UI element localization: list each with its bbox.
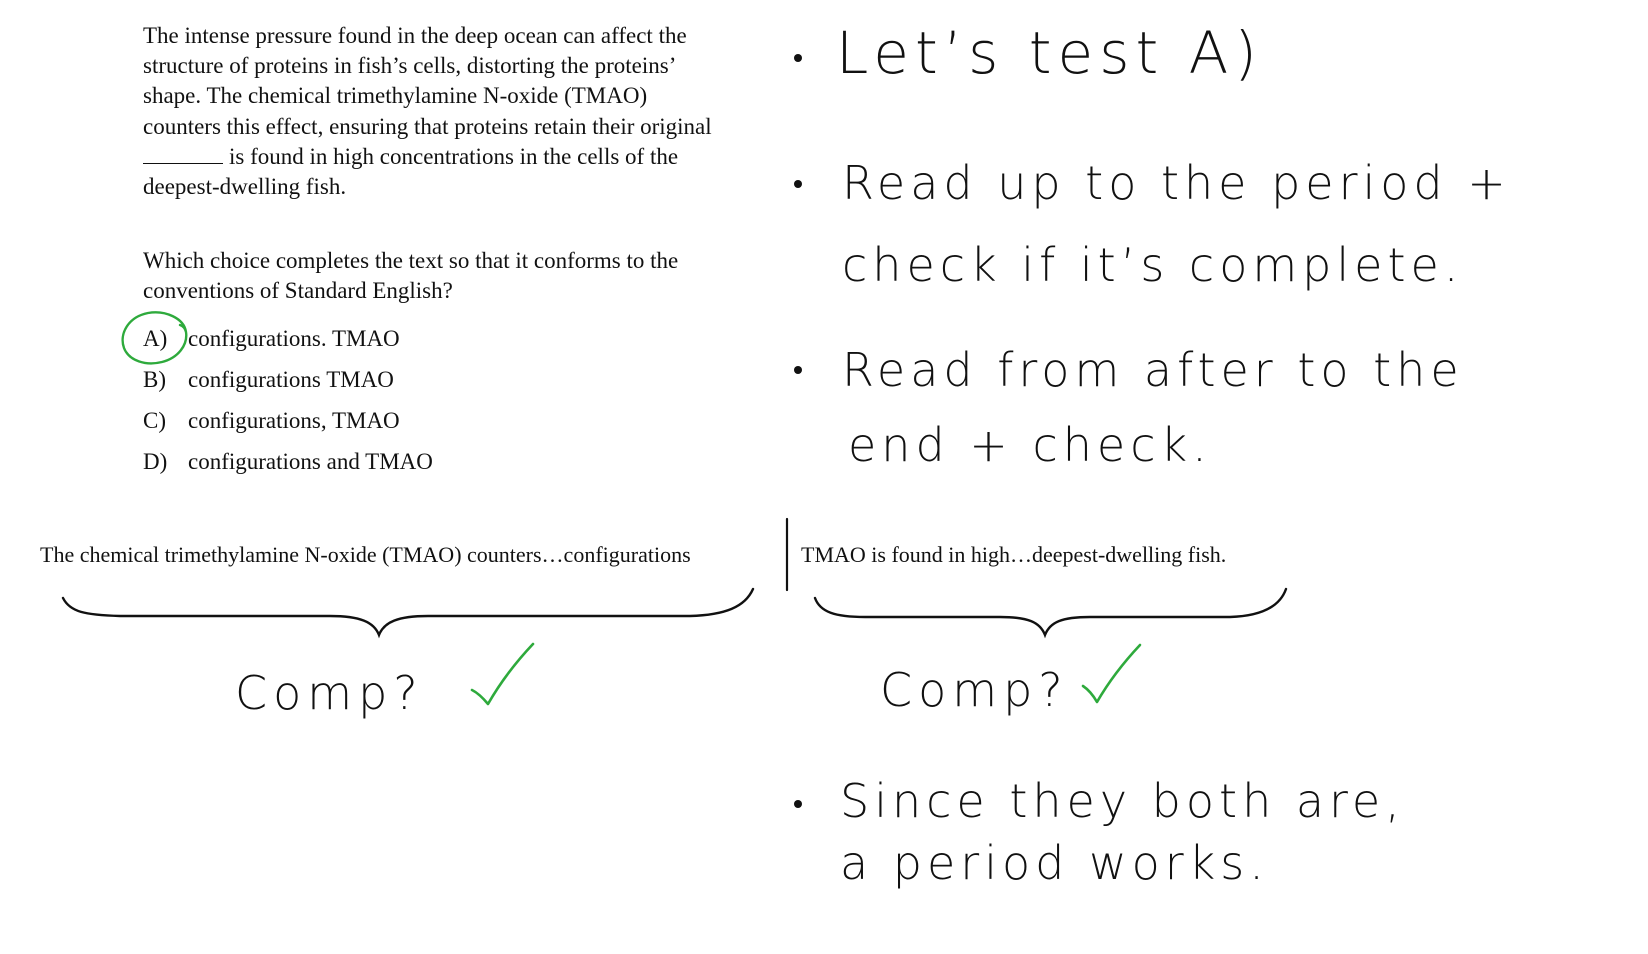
choice-letter: C) [143,408,166,433]
note-read-up-line2: check if it’s complete. [842,238,1464,292]
brace-left [63,589,753,635]
comp-question-left: Comp? [235,666,424,720]
passage-before-blank: The intense pressure found in the deep ocean can affect the structure of proteins in fish’s cells, distorting the proteins’ shape. The chemical trimethylamine N-oxide (TMAO) counters this effect, ensuring that proteins retain their original [143,23,712,139]
note-since-line2: a period works. [840,836,1269,890]
checkmark-left [472,644,533,704]
choice-text: configurations, TMAO [188,408,400,433]
choice-letter: D) [143,449,168,474]
answer-circle [123,312,187,363]
choice-text: configurations and TMAO [188,449,433,474]
note-read-from-line1: Read from after to the [842,343,1464,397]
question-prompt: Which choice completes the text so that it conforms to the conventions of Standard English? [143,248,679,304]
checkmark-right [1083,645,1140,702]
note-lets-test: Let’s test A) [836,19,1263,87]
note-read-from-line2: end + check. [848,418,1212,472]
choice-text: configurations TMAO [188,367,394,392]
note-since-line1: Since they both are, [840,774,1405,828]
comp-question-right: Comp? [880,663,1069,717]
brace-right [815,589,1286,635]
note-read-up-line1: Read up to the period + [842,156,1511,210]
choice-letter: A) [143,326,168,351]
passage-after-blank: is found in high concentrations in the cells of the deepest-dwelling fish. [143,143,679,200]
choice-letter: B) [143,367,166,392]
sentence-right: TMAO is found in high…deepest-dwelling fish. [801,542,1227,567]
sentence-left: The chemical trimethylamine N-oxide (TMAO) counters…configurations [40,542,691,567]
choice-text: configurations. TMAO [188,326,400,351]
